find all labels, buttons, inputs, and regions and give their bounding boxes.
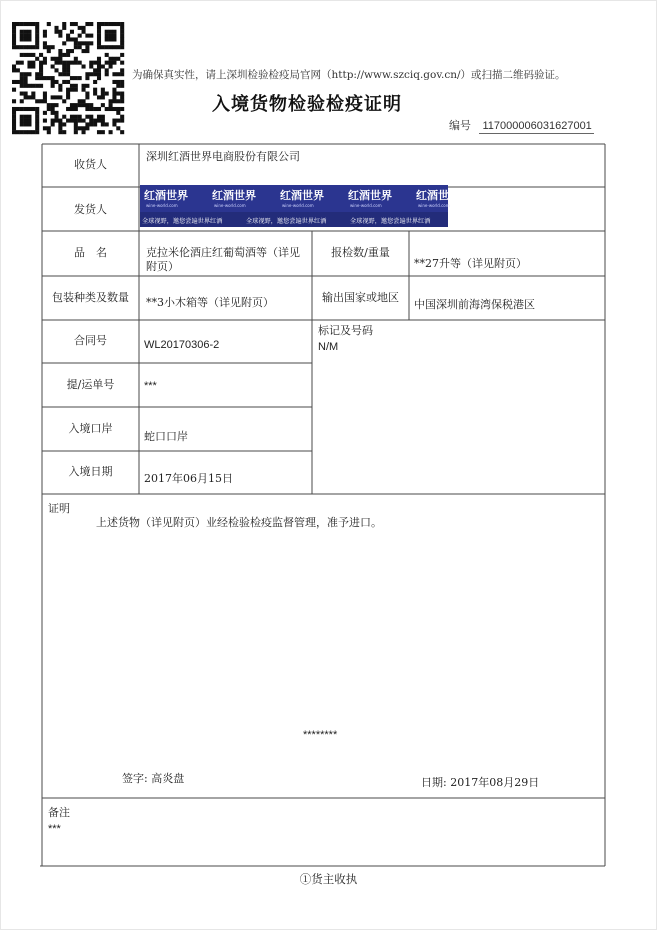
banner-logo: 红酒世界 xyxy=(280,189,324,202)
remarks-value: *** xyxy=(48,823,61,835)
banner-logo: 红酒世界 xyxy=(416,189,460,202)
banner-logo: 红酒世界 xyxy=(212,189,256,202)
bill-of-lading-label: 提/运单号 xyxy=(66,378,115,391)
quantity-value: **27升等（详见附页） xyxy=(414,257,527,270)
marks-value: N/M xyxy=(318,341,339,353)
remarks-label: 备注 xyxy=(48,806,70,819)
entry-date-label: 入境日期 xyxy=(68,465,113,478)
origin-value: 中国深圳前海湾保税港区 xyxy=(414,298,535,311)
banner-site: wine-world.com xyxy=(418,203,450,208)
goods-name-value: 克拉米伦酒庄红葡萄酒等（详见附页） xyxy=(146,246,300,273)
origin-label: 输出国家或地区 xyxy=(322,291,399,304)
copy-note: ①货主收执 xyxy=(299,872,358,886)
entry-port-label: 入境口岸 xyxy=(68,422,113,435)
banner-slogan: 全球视野，邀您尝遍世界红酒 xyxy=(246,218,327,225)
entry-date-value: 2017年06月15日 xyxy=(144,472,233,485)
proof-label: 证明 xyxy=(48,502,70,515)
banner-logo: 红酒世界 xyxy=(348,189,392,202)
seal-placeholder: ******** xyxy=(303,729,338,741)
banner-site: wine-world.com xyxy=(214,203,246,208)
banner-site: wine-world.com xyxy=(146,203,178,208)
consignee-value: 深圳红酒世界电商股份有限公司 xyxy=(146,150,300,163)
consignor-banner-image xyxy=(140,185,460,227)
goods-name-label: 品 名 xyxy=(74,246,107,259)
entry-port-value: 蛇口口岸 xyxy=(144,430,188,443)
document-title: 入境货物检验检疫证明 xyxy=(212,94,402,115)
banner-site: wine-world.com xyxy=(350,203,382,208)
banner-slogan: 全球视野，邀您尝遍世界红酒 xyxy=(350,218,431,225)
consignor-label: 发货人 xyxy=(74,203,107,216)
contract-value: WL20170306-2 xyxy=(144,339,220,351)
banner-site: wine-world.com xyxy=(282,203,314,208)
contract-label: 合同号 xyxy=(74,334,107,347)
banner-slogan: 全球视野，邀您尝遍世界红酒 xyxy=(142,218,223,225)
sign-date: 日期: 2017年08月29日 xyxy=(421,776,540,789)
verification-notice: 为确保真实性，请上深圳检验检疫局官网（http://www.szciq.gov.cn/）或扫描二维码验证。 xyxy=(132,69,566,81)
quantity-label: 报检数/重量 xyxy=(331,246,390,259)
consignee-label: 收货人 xyxy=(74,158,107,171)
bill-of-lading-value: *** xyxy=(144,380,157,392)
packing-value: **3小木箱等（详见附页） xyxy=(146,296,274,309)
packing-label: 包装种类及数量 xyxy=(52,291,129,304)
banner-logo: 红酒世界 xyxy=(144,189,188,202)
certificate-number-label: 编号 xyxy=(449,119,471,132)
marks-label: 标记及号码 xyxy=(318,324,373,337)
signature: 签字: 高炎盘 xyxy=(122,772,185,785)
certificate-number-value: 117000006031627001 xyxy=(479,120,594,134)
proof-statement: 上述货物（详见附页）业经检验检疫监督管理，准予进口。 xyxy=(96,516,382,529)
